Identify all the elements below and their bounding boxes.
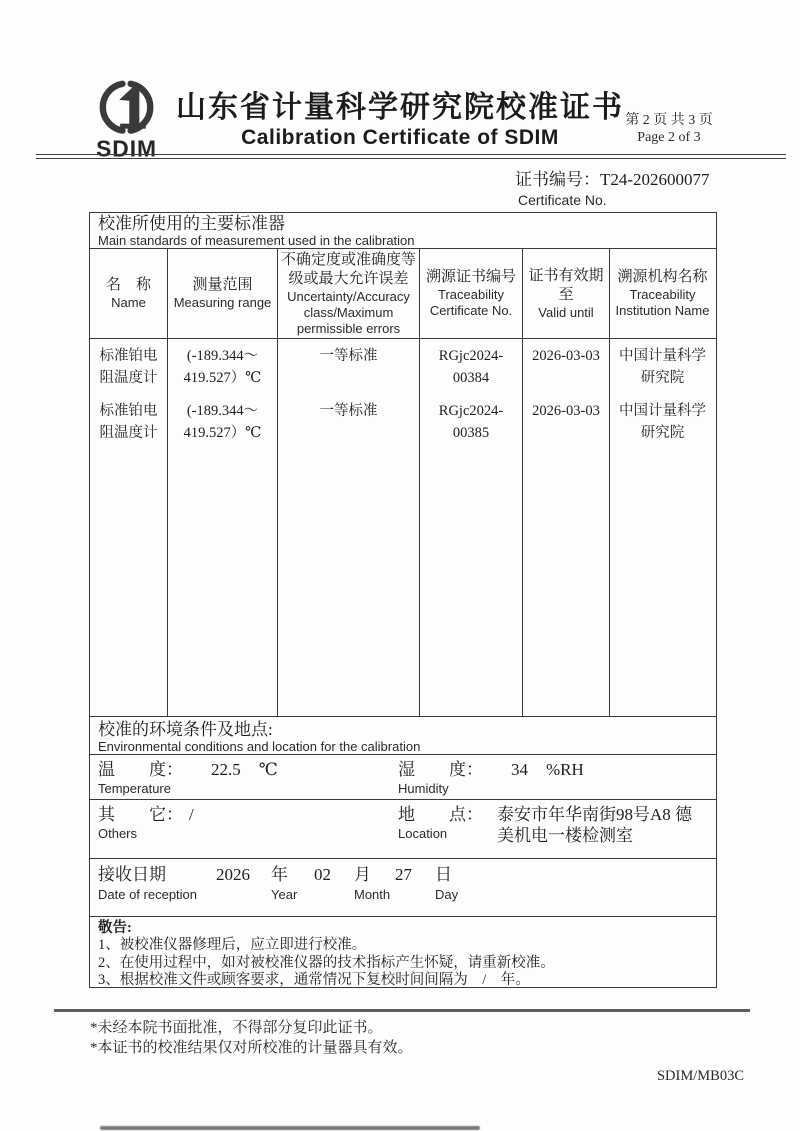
standard-valid-until: 2026-03-03 xyxy=(532,348,600,364)
standard-institution: 中国计量科学研究院 xyxy=(619,403,706,441)
standard-range: (-189.344～419.527）℃ xyxy=(183,348,262,386)
certificate-number-label-zh: 证书编号： xyxy=(515,170,600,189)
column-header-range-zh: 测量范围 xyxy=(192,277,253,293)
form-code: SDIM/MB03C xyxy=(656,1068,744,1084)
location-label-zh: 地 点： xyxy=(398,805,483,824)
reception-month-unit-zh: 月 xyxy=(354,865,371,884)
reception-year-unit-zh: 年 xyxy=(271,865,288,884)
certificate-title-en: Calibration Certificate of SDIM xyxy=(241,126,559,149)
reception-day-value xyxy=(395,863,435,902)
column-header-uncertainty-en: Uncertainty/Accuracy class/Maximum permissible errors xyxy=(287,288,410,336)
location-value-line2: 美机电一楼检测室 xyxy=(497,826,633,845)
column-header-name-en: Name xyxy=(111,295,146,310)
reception-year-unit-en: Year xyxy=(271,887,298,902)
column-header-name-zh: 名 称 xyxy=(105,277,151,293)
standard-range: (-189.344～419.527）℃ xyxy=(183,403,262,441)
reception-month-value xyxy=(314,863,354,902)
column-header-valid-until-en: Valid until xyxy=(538,304,594,320)
reception-label-zh: 接收日期 xyxy=(98,865,166,884)
humidity-field xyxy=(398,759,584,796)
column-header-range xyxy=(167,249,277,338)
column-header-uncertainty xyxy=(277,249,419,338)
data-column-uncertainty xyxy=(277,339,419,716)
temperature-humidity-row xyxy=(90,754,716,799)
notice-item-3: 3、根据校准文件或顾客要求，通常情况下复校时间间隔为 / 年。 xyxy=(98,972,530,988)
environment-title-zh: 校准的环境条件及地点: xyxy=(98,720,273,739)
standards-title-en: Main standards of measurement used in the calibration xyxy=(98,233,415,248)
certificate-number-value: T24-202600077 xyxy=(600,170,710,189)
footer-divider xyxy=(54,1009,750,1012)
notice-title: 敬告: xyxy=(98,920,132,936)
temperature-label-en: Temperature xyxy=(98,781,171,796)
others-value: / xyxy=(189,805,194,824)
others-label-en: Others xyxy=(98,826,138,841)
reception-label-en: Date of reception xyxy=(98,887,198,902)
standards-title-zh: 校准所使用的主要标准器 xyxy=(98,214,285,233)
column-header-name xyxy=(90,249,167,338)
column-header-traceability-no-zh: 溯源证书编号 xyxy=(425,269,516,285)
humidity-unit: %RH xyxy=(546,760,584,779)
column-header-institution-en: Traceability Institution Name xyxy=(615,287,710,318)
column-header-institution xyxy=(609,249,715,338)
reception-day-unit xyxy=(435,863,475,902)
standard-institution: 中国计量科学研究院 xyxy=(619,348,706,386)
reception-label xyxy=(98,863,216,902)
page-indicator xyxy=(604,112,734,146)
reception-date-row xyxy=(90,858,716,916)
temperature-value: 22.5 xyxy=(211,760,241,779)
notice-item-2: 2、在使用过程中，如对被校准仪器的技术指标产生怀疑，请重新校准。 xyxy=(98,954,555,971)
reception-day-unit-zh: 日 xyxy=(435,865,452,884)
logo-text: SDIM xyxy=(96,135,157,162)
certificate-title-zh: 山东省计量科学研究院校准证书 xyxy=(176,91,624,124)
column-header-range-en: Measuring range xyxy=(173,295,272,310)
reception-month: 02 xyxy=(314,865,331,884)
standards-data-area xyxy=(90,338,716,716)
location-value-line1: 泰安市年华南街98号A8 德 xyxy=(497,805,693,824)
reception-month-unit-en: Month xyxy=(354,887,391,902)
standards-table xyxy=(89,212,717,988)
standard-valid-until: 2026-03-03 xyxy=(532,403,600,419)
humidity-value: 34 xyxy=(511,760,528,779)
data-column-valid-until xyxy=(522,339,609,716)
location-value xyxy=(497,804,692,846)
location-field xyxy=(398,804,692,846)
environment-title-en: Environmental conditions and location for the calibration xyxy=(98,739,421,754)
standard-name: 标准铂电阻温度计 xyxy=(99,348,158,386)
standard-uncertainty: 一等标准 xyxy=(319,403,378,419)
reception-day-unit-en: Day xyxy=(435,887,459,902)
data-column-cert-no xyxy=(419,339,522,716)
data-column-name xyxy=(90,339,167,716)
others-location-row xyxy=(90,799,716,858)
data-column-range xyxy=(167,339,277,716)
reception-month-unit xyxy=(354,863,395,902)
standard-cert-no: RGjc2024-00384 xyxy=(438,348,504,386)
reception-year-unit xyxy=(271,863,314,902)
footer-note-1: *未经本院书面批准，不得部分复印此证书。 xyxy=(90,1020,383,1036)
others-label-zh: 其 它： xyxy=(98,805,183,824)
humidity-label-en: Humidity xyxy=(398,781,449,796)
page-indicator-en: Page 2 of 3 xyxy=(637,130,701,145)
reception-year-value xyxy=(216,863,271,902)
location-label-en: Location xyxy=(398,826,448,841)
column-header-institution-zh: 溯源机构名称 xyxy=(617,269,708,285)
footer-notes xyxy=(90,1018,413,1058)
page-indicator-zh: 第 2 页 共 3 页 xyxy=(625,113,713,128)
temperature-label-zh: 温 度： xyxy=(98,760,183,779)
header-divider xyxy=(36,154,786,159)
data-column-institution xyxy=(609,339,715,716)
certificate-number-block xyxy=(515,165,710,208)
standards-header-row xyxy=(90,248,716,338)
column-header-uncertainty-zh: 不确定度或准确度等级或最大允许误差 xyxy=(280,251,416,287)
footer-note-2: *本证书的校准结果仅对所校准的计量器具有效。 xyxy=(90,1040,413,1056)
column-header-traceability-no xyxy=(419,249,522,338)
reception-day: 27 xyxy=(395,865,412,884)
standard-cert-no: RGjc2024-00385 xyxy=(438,403,504,441)
temperature-unit: ℃ xyxy=(258,760,278,779)
environment-section-title xyxy=(90,716,716,754)
humidity-label-zh: 湿 度： xyxy=(398,760,483,779)
column-header-traceability-no-en: Traceability Certificate No. xyxy=(429,287,513,318)
notice-box xyxy=(90,916,716,989)
certificate-number-line xyxy=(515,165,710,190)
column-header-valid-until xyxy=(522,249,609,338)
scan-edge-artifact xyxy=(100,1126,480,1130)
certificate-number-label-en: Certificate No. xyxy=(518,192,607,208)
standard-name: 标准铂电阻温度计 xyxy=(99,403,158,441)
notice-item-1: 1、被校准仪器修理后，应立即进行校准。 xyxy=(98,937,367,953)
standards-section-title xyxy=(90,213,716,248)
reception-year: 2026 xyxy=(216,865,250,884)
column-header-valid-until-zh: 证书有效期至 xyxy=(528,267,604,303)
standard-uncertainty: 一等标准 xyxy=(319,348,378,364)
